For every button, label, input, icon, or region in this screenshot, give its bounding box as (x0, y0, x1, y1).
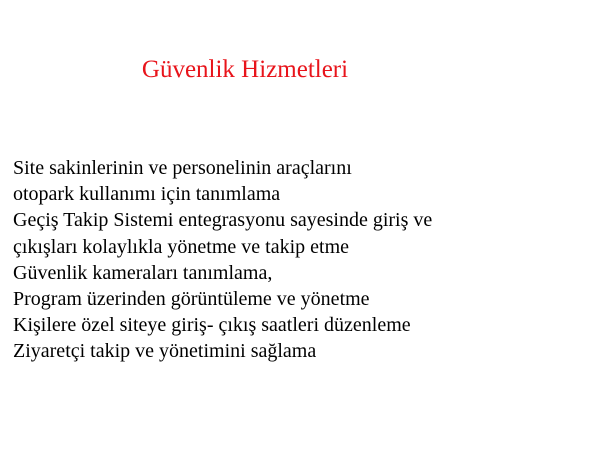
body-line: Kişilere özel siteye giriş- çıkış saatleri düzenleme (13, 314, 411, 337)
body-line: Site sakinlerinin ve personelinin araçlarını (13, 157, 352, 179)
body-line: Geçiş Takip Sistemi entegrasyonu sayesinde giriş ve (13, 209, 433, 232)
body-text (13, 155, 593, 365)
body-line: Güvenlik kameraları tanımlama, (13, 261, 273, 284)
body-line: çıkışları kolaylıkla yönetme ve takip etme (13, 235, 350, 258)
page-title: Güvenlik Hizmetleri (141, 56, 349, 83)
body-line: Ziyaretçi takip ve yönetimini sağlama (13, 340, 317, 363)
body-line: otopark kullanımı için tanımlama (13, 183, 281, 206)
body-line: Program üzerinden görüntüleme ve yönetme (13, 288, 370, 311)
